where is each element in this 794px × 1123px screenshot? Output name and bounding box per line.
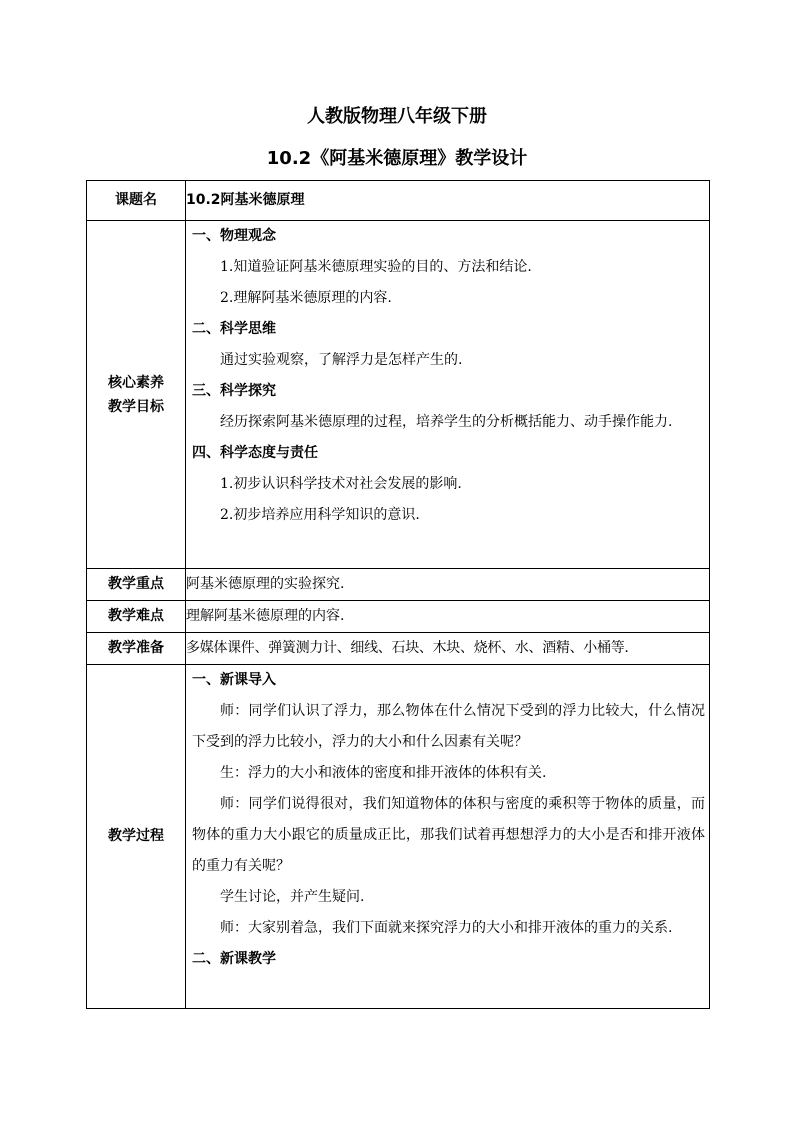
process-heading-1: 一、新课导入 <box>192 672 276 688</box>
row-process <box>87 665 710 1009</box>
goals-heading-4: 四、科学态度与责任 <box>192 445 318 461</box>
process-para-5: 师：大家别着急，我们下面就来探究浮力的大小和排开液体的重力的关系. <box>220 920 673 936</box>
value-difficulty: 理解阿基米德原理的内容. <box>186 601 710 633</box>
process-para-1: 师：同学们认识了浮力，那么物体在什么情况下受到的浮力比较大，什么情况下受到的浮力比较小，浮力的大小和什么因素有关呢？ <box>192 703 705 750</box>
goals-heading-1: 一、物理观念 <box>192 228 276 244</box>
goals-heading-3: 三、科学探究 <box>192 383 276 399</box>
lesson-plan-table <box>86 180 710 1009</box>
goals-item-1-1: 1.知道验证阿基米德原理实验的目的、方法和结论. <box>220 259 532 275</box>
goals-heading-2: 二、科学思维 <box>192 321 276 337</box>
label-goals-line1: 核心素养 <box>108 374 164 391</box>
process-para-4: 学生讨论，并产生疑问. <box>220 889 365 905</box>
value-goals <box>186 221 710 569</box>
label-key-point: 教学重点 <box>87 569 186 601</box>
label-difficulty: 教学难点 <box>87 601 186 633</box>
row-prep <box>87 633 710 665</box>
goals-item-4-2: 2.初步培养应用科学知识的意识. <box>220 507 420 523</box>
row-topic <box>87 181 710 221</box>
goals-item-1-2: 2.理解阿基米德原理的内容. <box>220 290 392 306</box>
goals-item-3: 经历探索阿基米德原理的过程，培养学生的分析概括能力、动手操作能力. <box>220 414 673 430</box>
label-goals <box>87 221 186 569</box>
process-para-3: 师：同学们说得很对，我们知道物体的体积与密度的乘积等于物体的质量，而物体的重力大小跟它的质量成正比，那我们试着再想想浮力的大小是否和排开液体的重力有关呢？ <box>192 796 705 874</box>
row-key-point <box>87 569 710 601</box>
process-content <box>186 665 709 975</box>
value-prep: 多媒体课件、弹簧测力计、细线、石块、木块、烧杯、水、酒精、小桶等. <box>186 633 710 665</box>
value-process <box>186 665 710 1009</box>
label-prep: 教学准备 <box>87 633 186 665</box>
process-para-2: 生：浮力的大小和液体的密度和排开液体的体积有关. <box>220 765 547 781</box>
document-title: 人教版物理八年级下册 <box>307 106 487 127</box>
value-topic: 10.2阿基米德原理 <box>186 181 710 221</box>
goals-item-2: 通过实验观察，了解浮力是怎样产生的. <box>220 352 463 368</box>
goals-content <box>186 221 709 531</box>
label-topic: 课题名 <box>87 181 186 221</box>
row-goals <box>87 221 710 569</box>
label-process: 教学过程 <box>87 665 186 1009</box>
label-goals-line2: 教学目标 <box>108 398 164 415</box>
goals-item-4-1: 1.初步认识科学技术对社会发展的影响. <box>220 476 462 492</box>
process-heading-2: 二、新课教学 <box>192 951 276 967</box>
value-key-point: 阿基米德原理的实验探究. <box>186 569 710 601</box>
document-subtitle: 10.2《阿基米德原理》教学设计 <box>266 148 528 169</box>
row-difficulty <box>87 601 710 633</box>
